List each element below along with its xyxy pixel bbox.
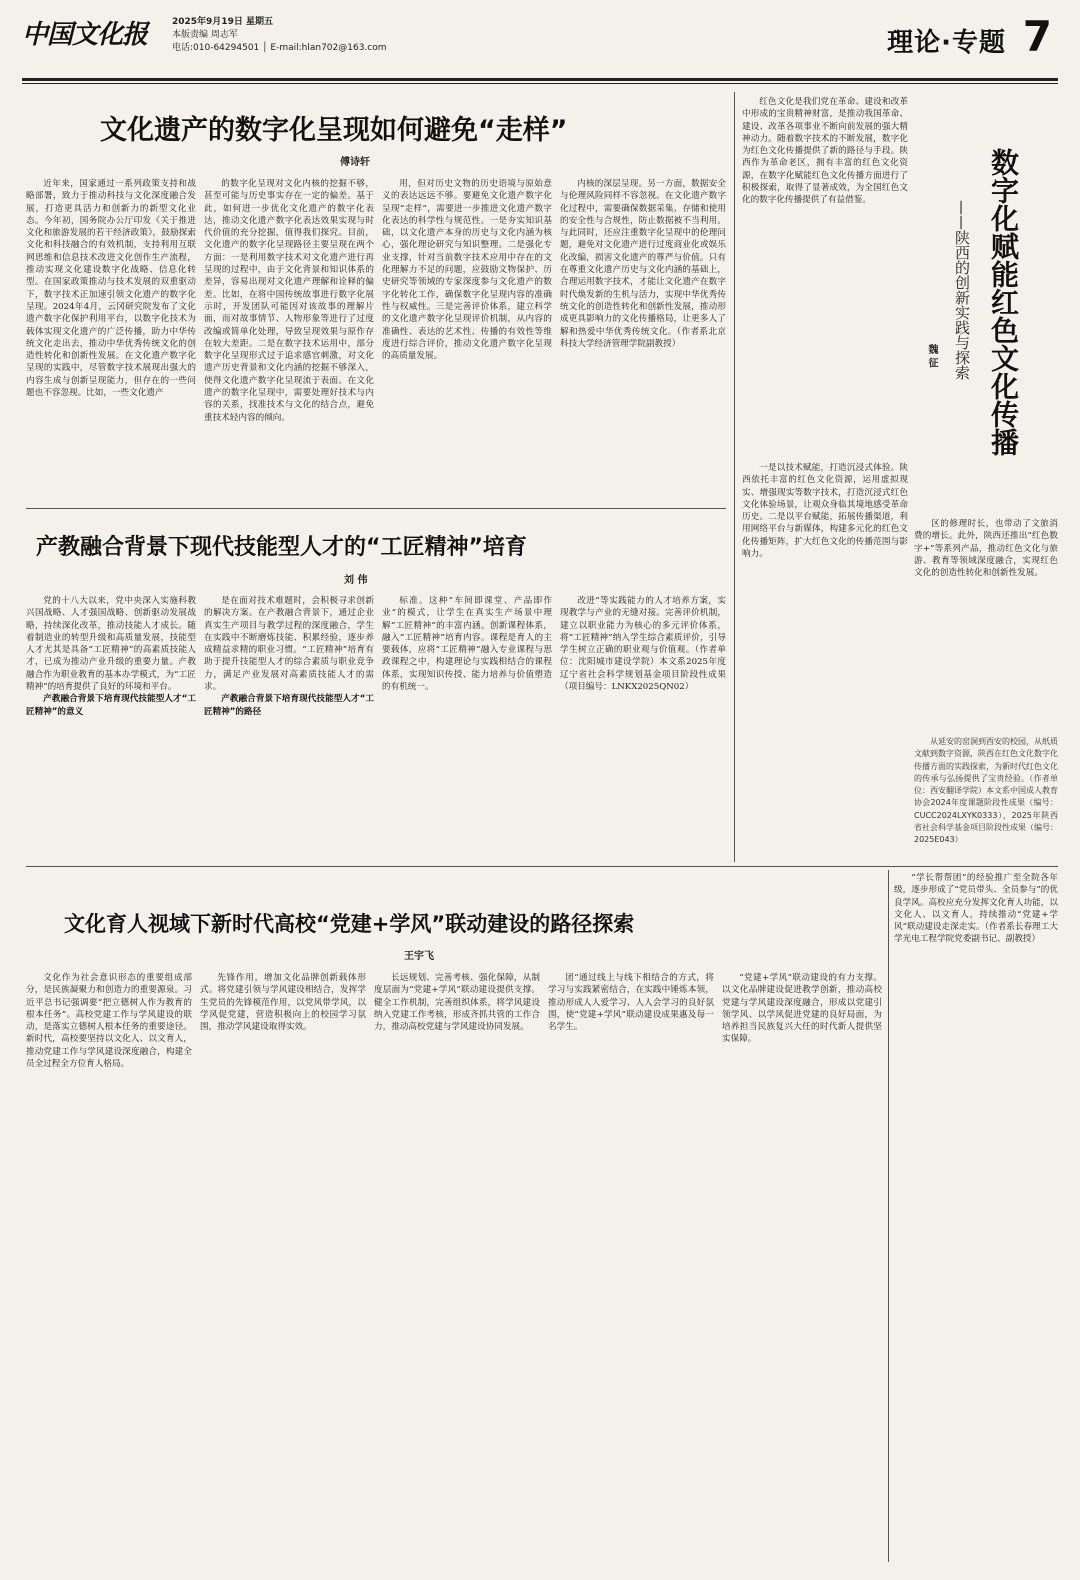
article2-paragraph: 是在面对技术难题时，会积极寻求创新的解决方案。在产教融合背景下，通过企业真实生产项目与教学过程的深度融合，学生在实践中不断磨炼技能、积累经验，逐步养成精益求精的职业习惯。“工匠精神”培育有助于提升技能型人才的综合素质与职业竞争力，满足产业发展对高素质技能人才的需求。 — [204, 596, 374, 693]
article3-column-5 — [722, 972, 882, 1562]
article4-subtitle: ——陕西的创新实践与探索 — [953, 200, 971, 380]
page-number: 7 — [1022, 12, 1052, 61]
article4-paragraph: 红色文化是我们党在革命、建设和改革中形成的宝贵精神财富，是推动我国革命、建设、改革各项事业不断向前发展的强大精神动力。随着数字技术的不断发展，数字化为红色文化传播提供了新的路径与手段。陕西作为革命老区，拥有丰富的红色文化资源，在数字化赋能红色文化传播方面进行了积极探索，取得了显著成效，为全国红色文化的数字化传播提供了有益借鉴。 — [742, 97, 908, 206]
article3-paragraph: 先锋作用，增加文化品牌创新载体形式。将党建引领与学风建设相结合，发挥学生党员的先锋模范作用，以党风带学风，以学风促党建，营造积极向上的校园学习氛围，推动学风建设取得实效。 — [200, 973, 366, 1033]
article1-headline: 文化遗产的数字化呈现如何避免“走样” — [100, 115, 568, 146]
article3-column-3 — [374, 972, 540, 1562]
article2-column-1 — [26, 595, 196, 857]
article3-column-2 — [200, 972, 366, 1562]
contact-info: 电话:010-64294501 │ E-mail:hlan702@163.com — [172, 43, 387, 53]
article4-column-2 — [742, 462, 908, 856]
divider — [26, 508, 726, 509]
article1-column-1 — [26, 178, 196, 500]
issue-meta — [172, 16, 387, 55]
article3-paragraph: 团”通过线上与线下相结合的方式，将学习与实践紧密结合，在实践中锤炼本领，推动形成人人爱学习、人人会学习的良好氛围，使“党建+学风”联动建设成果惠及每一名学生。 — [548, 973, 714, 1033]
article4-column-3 — [914, 518, 1058, 734]
article1-column-2 — [204, 178, 374, 500]
article3-headline: 文化育人视域下新时代高校“党建+学风”联动建设的路径探索 — [64, 912, 635, 936]
article3-paragraph: 文化作为社会意识形态的重要组成部分，是民族凝聚力和创造力的重要源泉。习近平总书记强调要“把立德树人作为教育的根本任务”。高校党建工作与学风建设的联动，是落实立德树人根本任务的重要途径。新时代，高校要坚持以文化人、以文育人，推动党建工作与学风建设深度融合，构建全员全过程全方位育人格局。 — [26, 973, 192, 1070]
newspaper-logo: 中国文化报 — [22, 20, 148, 50]
article1-paragraph: 的数字化呈现对文化内核的挖掘不够，甚至可能与历史事实存在一定的偏差。基于此，如何进一步优化文化遗产的数字化表达，推动文化遗产数字化表达效果实现与时代价值的充分挖掘，值得我们探究。目前，文化遗产的数字化呈现路径主要呈现在两个方面：一是利用数字技术对文化遗产进行再呈现的过程中，由于文化背景和知识体系的差异，容易出现对文化遗产理解和诠释的偏差。比如，在将中国传统故事进行数字化展示时，开发团队可能因对该故事的理解片面，而对故事情节、人物形象等进行了过度改编或简单化处理，导致呈现效果与原作存在较大差距。二是在数字技术运用中，部分数字化呈现形式过于追求感官刺激，对文化遗产历史背景和文化内涵的挖掘不够深入，使得文化遗产数字化呈现流于表面。在文化遗产的数字化呈现中，需要处理好技术与内容的关系，找准技术与文化的结合点，避免重技术轻内容的倾向。 — [204, 179, 374, 423]
article4-title: 数字化赋能红色文化传播 — [987, 148, 1020, 456]
masthead-rule — [22, 78, 1058, 81]
masthead — [22, 10, 1058, 80]
section-title: 理论·专题 — [887, 28, 1006, 58]
article4-column-4 — [914, 736, 1058, 856]
article1-paragraph: 用，但对历史文物的历史语境与原始意义的表达远远不够。要避免文化遗产数字化呈现“走样”，需要进一步推进文化遗产数字化表达的科学性与规范性。一是夯实知识基础，以文化遗产本身的历史与文化内涵为核心，强化理论研究与知识整理。二是强化专业支撑，针对当前数字技术应用中存在的文化理解力不足的问题，应鼓励文物保护、历史研究等领域的专家深度参与文化遗产的数字化转化工作，确保数字化呈现内容的准确性与权威性。三是完善评价体系，建立科学的文化遗产数字化呈现评价机制，从内容的准确性、表达的艺术性、传播的有效性等维度进行综合评价，推动文化遗产数字化呈现的高质量发展。 — [382, 179, 552, 362]
article1-author: 傅诗轩 — [340, 157, 370, 168]
article2-author: 刘 伟 — [344, 575, 368, 586]
article4-column-1 — [742, 96, 908, 460]
article2-paragraph: 标准。这种“车间即课堂、产品即作业”的模式，让学生在真实生产场景中理解“工匠精神”的丰富内涵。创新课程体系，融入“工匠精神”培育内容。课程是育人的主要载体，应将“工匠精神”融入专业课程与思政课程之中，构建理论与实践相结合的课程体系，实现知识传授、能力培养与价值塑造的有机统一。 — [382, 596, 552, 693]
article2-paragraph: 改进“等实践能力的人才培养方案，实现教学与产业的无缝对接。完善评价机制，建立以职业能力为核心的多元评价体系，将“工匠精神”纳入学生综合素质评价，引导学生树立正确的职业观与价值观。（作者单位：沈阳城市建设学院）本文系2025年度辽宁省社会科学规划基金项目阶段性成果（项目编号：LNKX2025QN02） — [560, 596, 726, 693]
article4-author: 魏 征 — [926, 344, 937, 368]
article3-column-1 — [26, 972, 192, 1562]
article2-column-2 — [204, 595, 374, 857]
issue-date: 2025年9月19日 星期五 — [172, 17, 273, 27]
divider — [26, 866, 1058, 867]
article2-headline: 产教融合背景下现代技能型人才的“工匠精神”培育 — [36, 535, 527, 560]
article4-paragraph: 从延安的窑洞到西安的校园，从纸质文献到数字资源，陕西在红色文化数字化传播方面的实践探索，为新时代红色文化的传承与弘扬提供了宝贵经验。（作者单位：西安翻译学院）本文系中国成人教育协会2024年度课题阶段性成果（编号：CUCC2024LXYK0333），2025年陕西省社会科学基金项目阶段性成果（编号：2025E043） — [914, 737, 1058, 845]
page-editor: 本版责编 周志军 — [172, 30, 238, 40]
article2-subhead: 产教融合背景下培育现代技能型人才“工匠精神”的路径 — [204, 694, 374, 717]
article1-column-3 — [382, 178, 552, 500]
article4-paragraph: 一是以技术赋能，打造沉浸式体验。陕西依托丰富的红色文化资源，运用虚拟现实、增强现实等数字技术，打造沉浸式红色文化体验场景，让观众身临其境地感受革命历史。二是以平台赋能，拓展传播渠道，利用网络平台与新媒体，构建多元化的红色文化传播矩阵，扩大红色文化的传播范围与影响力。 — [742, 463, 908, 560]
article3-author: 王宇飞 — [404, 951, 434, 962]
article2-subhead: 产教融合背景下培育现代技能型人才“工匠精神”的意义 — [26, 694, 196, 717]
divider — [734, 92, 735, 862]
divider — [888, 870, 889, 1562]
article2-column-4 — [560, 595, 726, 857]
article4-paragraph: 区的修理时长，也带动了文旅消费的增长。此外，陕西还推出“红色数字+”等系列产品，推动红色文化与旅游、教育等领域深度融合，实现红色文化的创造性转化和创新性发展。 — [914, 519, 1058, 579]
article3-paragraph: 长远规划、完善考核、强化保障，从制度层面为“党建+学风”联动建设提供支撑。健全工作机制，完善组织体系，将学风建设纳入党建工作考核，形成齐抓共管的工作合力，推动高校党建与学风建设协同发展。 — [374, 973, 540, 1033]
article3-paragraph: “党建+学风”联动建设的有力支撑。以文化品牌建设促进教学创新，推动高校党建与学风建设深度融合，形成以党建引领学风、以学风促进党建的良好局面，为培养担当民族复兴大任的时代新人提供坚实保障。 — [722, 973, 882, 1045]
article2-paragraph: 党的十八大以来，党中央深入实施科教兴国战略、人才强国战略、创新驱动发展战略，持续深化改革，推动技能人才成长。随着制造业的转型升级和高质量发展，技能型人才尤其是具备“工匠精神”的高素质技能人才，已成为推动产业升级的重要力量。产教融合作为职业教育的基本办学模式，为“工匠精神”的培育提供了良好的环境和平台。 — [26, 596, 196, 693]
article1-column-4 — [560, 178, 726, 500]
article1-paragraph: 近年来，国家通过一系列政策支持和战略部署，致力于推动科技与文化深度融合发展，打造更具活力和创新力的新型文化业态。今年初，国务院办公厅印发《关于推进文化和旅游发展的若干经济政策》，鼓励探索文化和科技融合的有效机制，支持利用互联网思维和信息技术改进文化创作生产流程，推动实现文化建设数字化战略、信息化转型。在国家政策推动与技术发展的双重驱动下，数字技术正加速引领文化遗产的数字化呈现。2024年4月，云冈研究院发布了文化遗产数字化保护利用平台，以数字化技术为载体实现文化遗产的广泛传播，助力中华传统文化走出去，推动中华优秀传统文化的创造性转化和创新性发展。在文化遗产数字化呈现的实践中，尽管数字技术展现出强大的内容生成与创新呈现能力，但存在的一些问题也不容忽视。比如，一些文化遗产 — [26, 179, 196, 399]
article3-column-6 — [894, 872, 1058, 1562]
article3-paragraph: “学长帮帮团”的经验推广至全院各年级，逐步形成了“党员带头、全员参与”的优良学风。高校应充分发挥文化育人功能，以文化人、以文育人，持续推动“党建+学风”联动建设走深走实。（作者系长春理工大学光电工程学院党委副书记、副教授） — [894, 873, 1058, 945]
article3-column-4 — [548, 972, 714, 1562]
article2-column-3 — [382, 595, 552, 857]
article1-paragraph: 内核的深层呈现。另一方面，数据安全与伦理风险同样不容忽视。在文化遗产数字化过程中，需要确保数据采集、存储和使用的安全性与合规性，防止数据被不当利用。与此同时，还应注重数字化呈现中的伦理问题，避免对文化遗产进行过度商业化或娱乐化改编，损害文化遗产的尊严与价值。只有在尊重文化遗产历史与文化内涵的基础上，合理运用数字技术，才能让文化遗产在数字时代焕发新的生机与活力，实现中华优秀传统文化的创造性转化和创新性发展，推动形成更具影响力的文化传播格局，让更多人了解和热爱中华优秀传统文化。（作者系北京科技大学经济管理学院副教授） — [560, 179, 726, 349]
masthead-rule-thin — [22, 83, 1058, 84]
